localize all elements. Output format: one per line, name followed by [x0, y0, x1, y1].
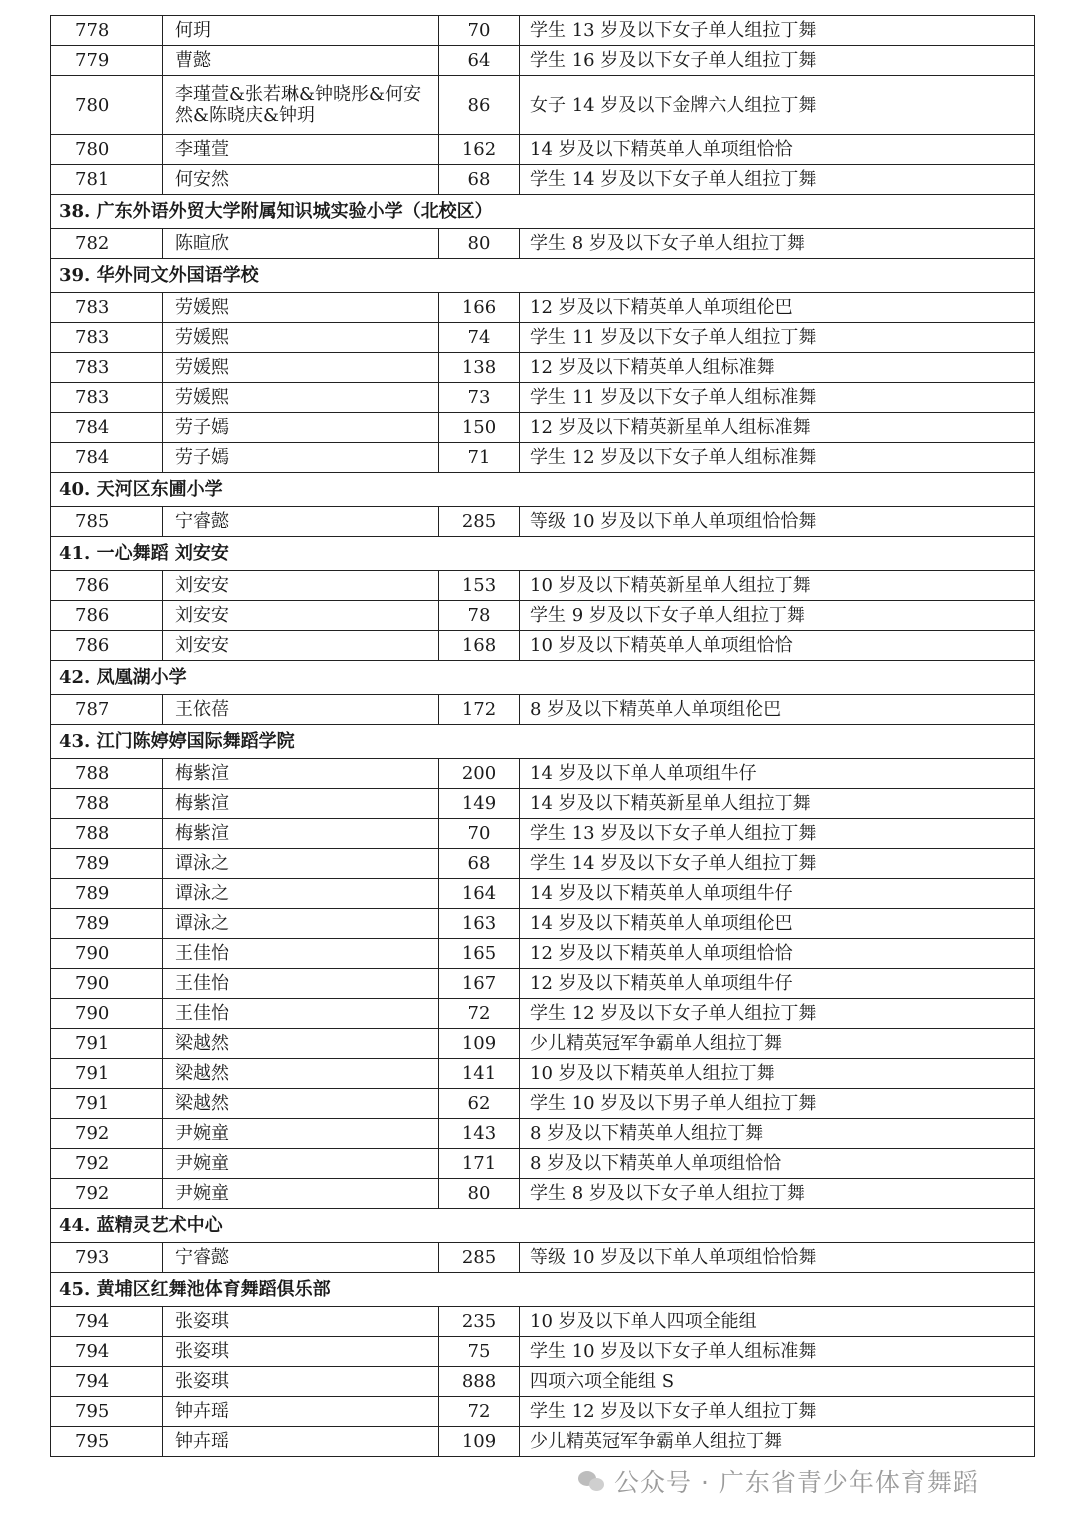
event-name: 14 岁及以下精英单人单项组牛仔: [520, 879, 1035, 909]
score-cell: 72: [439, 999, 520, 1029]
entry-number: 794: [51, 1337, 163, 1367]
entry-number: 792: [51, 1149, 163, 1179]
table-row: [51, 165, 1035, 195]
event-name: 学生 12 岁及以下女子单人组标准舞: [520, 443, 1035, 473]
entry-number: 792: [51, 1179, 163, 1209]
dancer-name: 谭泳之: [163, 909, 439, 939]
score-cell: 172: [439, 695, 520, 725]
score-cell: 70: [439, 819, 520, 849]
entry-number: 790: [51, 999, 163, 1029]
event-name: 学生 14 岁及以下女子单人组拉丁舞: [520, 849, 1035, 879]
score-cell: 138: [439, 353, 520, 383]
table-row: [51, 1427, 1035, 1457]
section-title: 41. 一心舞蹈 刘安安: [51, 537, 1035, 571]
entry-number: 786: [51, 601, 163, 631]
table-row: [51, 507, 1035, 537]
table-row: [51, 229, 1035, 259]
event-name: 12 岁及以下精英单人单项组牛仔: [520, 969, 1035, 999]
score-cell: 165: [439, 939, 520, 969]
entry-number: 786: [51, 571, 163, 601]
entry-number: 791: [51, 1089, 163, 1119]
entry-number: 791: [51, 1059, 163, 1089]
table-row: [51, 571, 1035, 601]
table-row: [51, 1397, 1035, 1427]
score-cell: 141: [439, 1059, 520, 1089]
entry-number: 795: [51, 1397, 163, 1427]
event-name: 学生 13 岁及以下女子单人组拉丁舞: [520, 16, 1035, 46]
score-cell: 168: [439, 631, 520, 661]
score-cell: 109: [439, 1029, 520, 1059]
table-row: [51, 789, 1035, 819]
event-name: 学生 9 岁及以下女子单人组拉丁舞: [520, 601, 1035, 631]
table-row: [51, 849, 1035, 879]
entry-number: 792: [51, 1119, 163, 1149]
section-header-row: [51, 537, 1035, 571]
event-name: 学生 16 岁及以下女子单人组拉丁舞: [520, 46, 1035, 76]
event-name: 等级 10 岁及以下单人单项组恰恰舞: [520, 507, 1035, 537]
dancer-name: 王佳怡: [163, 969, 439, 999]
event-name: 少儿精英冠军争霸单人组拉丁舞: [520, 1029, 1035, 1059]
event-name: 10 岁及以下精英单人单项组恰恰: [520, 631, 1035, 661]
section-title: 42. 凤凰湖小学: [51, 661, 1035, 695]
score-cell: 163: [439, 909, 520, 939]
entry-number: 794: [51, 1307, 163, 1337]
table-row: [51, 16, 1035, 46]
entry-number: 787: [51, 695, 163, 725]
section-header-row: [51, 1273, 1035, 1307]
dancer-name: 梅紫渲: [163, 819, 439, 849]
table-row: [51, 631, 1035, 661]
score-cell: 143: [439, 1119, 520, 1149]
event-name: 12 岁及以下精英新星单人组标准舞: [520, 413, 1035, 443]
entry-number: 789: [51, 849, 163, 879]
table-row: [51, 293, 1035, 323]
section-title: 45. 黄埔区红舞池体育舞蹈俱乐部: [51, 1273, 1035, 1307]
dancer-name: 李瑾萱: [163, 135, 439, 165]
table-row: [51, 135, 1035, 165]
event-name: 少儿精英冠军争霸单人组拉丁舞: [520, 1427, 1035, 1457]
table-row: [51, 879, 1035, 909]
entry-number: 781: [51, 165, 163, 195]
event-name: 12 岁及以下精英单人组标准舞: [520, 353, 1035, 383]
entry-number: 785: [51, 507, 163, 537]
entry-number: 788: [51, 819, 163, 849]
dancer-name: 张姿琪: [163, 1367, 439, 1397]
entry-number: 790: [51, 939, 163, 969]
table-row: [51, 1337, 1035, 1367]
entry-number: 783: [51, 383, 163, 413]
table-row: [51, 383, 1035, 413]
event-name: 14 岁及以下单人单项组牛仔: [520, 759, 1035, 789]
score-cell: 149: [439, 789, 520, 819]
dancer-name: 劳子嫣: [163, 413, 439, 443]
registration-sheet: [50, 15, 1034, 1457]
event-name: 10 岁及以下精英新星单人组拉丁舞: [520, 571, 1035, 601]
registration-table: [50, 15, 1035, 1457]
event-name: 等级 10 岁及以下单人单项组恰恰舞: [520, 1243, 1035, 1273]
event-name: 8 岁及以下精英单人单项组恰恰: [520, 1149, 1035, 1179]
table-row: [51, 1179, 1035, 1209]
table-row: [51, 939, 1035, 969]
entry-number: 793: [51, 1243, 163, 1273]
dancer-name: 何玥: [163, 16, 439, 46]
score-cell: 68: [439, 165, 520, 195]
table-row: [51, 353, 1035, 383]
entry-number: 794: [51, 1367, 163, 1397]
entry-number: 780: [51, 76, 163, 135]
event-name: 学生 11 岁及以下女子单人组标准舞: [520, 383, 1035, 413]
table-row: [51, 1149, 1035, 1179]
table-row: [51, 413, 1035, 443]
event-name: 女子 14 岁及以下金牌六人组拉丁舞: [520, 76, 1035, 135]
score-cell: 164: [439, 879, 520, 909]
score-cell: 86: [439, 76, 520, 135]
dancer-name: 张姿琪: [163, 1337, 439, 1367]
score-cell: 62: [439, 1089, 520, 1119]
table-row: [51, 601, 1035, 631]
score-cell: 70: [439, 16, 520, 46]
event-name: 12 岁及以下精英单人单项组恰恰: [520, 939, 1035, 969]
section-title: 43. 江门陈婷婷国际舞蹈学院: [51, 725, 1035, 759]
dancer-name: 王佳怡: [163, 999, 439, 1029]
dancer-name: 劳媛熙: [163, 383, 439, 413]
dancer-name: 何安然: [163, 165, 439, 195]
entry-number: 790: [51, 969, 163, 999]
dancer-name: 谭泳之: [163, 849, 439, 879]
table-row: [51, 909, 1035, 939]
score-cell: 162: [439, 135, 520, 165]
entry-number: 783: [51, 323, 163, 353]
watermark: [578, 1463, 979, 1499]
table-row: [51, 1367, 1035, 1397]
table-row: [51, 695, 1035, 725]
dancer-name: 梅紫渲: [163, 789, 439, 819]
event-name: 8 岁及以下精英单人组拉丁舞: [520, 1119, 1035, 1149]
event-name: 学生 13 岁及以下女子单人组拉丁舞: [520, 819, 1035, 849]
table-row: [51, 46, 1035, 76]
dancer-name: 劳媛熙: [163, 293, 439, 323]
section-header-row: [51, 473, 1035, 507]
dancer-name: 梁越然: [163, 1029, 439, 1059]
entry-number: 784: [51, 413, 163, 443]
dancer-name: 梁越然: [163, 1089, 439, 1119]
section-title: 38. 广东外语外贸大学附属知识城实验小学（北校区）: [51, 195, 1035, 229]
dancer-name: 钟卉瑶: [163, 1397, 439, 1427]
table-row: [51, 76, 1035, 135]
dancer-name: 劳子嫣: [163, 443, 439, 473]
event-name: 学生 12 岁及以下女子单人组拉丁舞: [520, 1397, 1035, 1427]
table-row: [51, 969, 1035, 999]
watermark-text: 公众号 · 广东省青少年体育舞蹈: [614, 1468, 979, 1497]
section-title: 40. 天河区东圃小学: [51, 473, 1035, 507]
event-name: 学生 10 岁及以下男子单人组拉丁舞: [520, 1089, 1035, 1119]
event-name: 10 岁及以下精英单人组拉丁舞: [520, 1059, 1035, 1089]
entry-number: 784: [51, 443, 163, 473]
score-cell: 285: [439, 1243, 520, 1273]
wechat-icon: [578, 1469, 606, 1493]
table-row: [51, 1307, 1035, 1337]
dancer-name: 宁睿懿: [163, 1243, 439, 1273]
event-name: 12 岁及以下精英单人单项组伦巴: [520, 293, 1035, 323]
score-cell: 150: [439, 413, 520, 443]
dancer-name: 宁睿懿: [163, 507, 439, 537]
score-cell: 235: [439, 1307, 520, 1337]
dancer-name: 王依蓓: [163, 695, 439, 725]
score-cell: 73: [439, 383, 520, 413]
event-name: 14 岁及以下精英单人单项组恰恰: [520, 135, 1035, 165]
table-row: [51, 443, 1035, 473]
entry-number: 783: [51, 293, 163, 323]
entry-number: 786: [51, 631, 163, 661]
dancer-name: 梁越然: [163, 1059, 439, 1089]
score-cell: 200: [439, 759, 520, 789]
event-name: 学生 8 岁及以下女子单人组拉丁舞: [520, 1179, 1035, 1209]
dancer-name: 陈暄欣: [163, 229, 439, 259]
entry-number: 789: [51, 909, 163, 939]
score-cell: 80: [439, 1179, 520, 1209]
event-name: 学生 12 岁及以下女子单人组拉丁舞: [520, 999, 1035, 1029]
score-cell: 71: [439, 443, 520, 473]
table-row: [51, 999, 1035, 1029]
table-row: [51, 1119, 1035, 1149]
entry-number: 789: [51, 879, 163, 909]
event-name: 学生 11 岁及以下女子单人组拉丁舞: [520, 323, 1035, 353]
dancer-name: 钟卉瑶: [163, 1427, 439, 1457]
section-header-row: [51, 259, 1035, 293]
score-cell: 167: [439, 969, 520, 999]
dancer-name: 曹懿: [163, 46, 439, 76]
table-row: [51, 1059, 1035, 1089]
dancer-name: 尹婉童: [163, 1119, 439, 1149]
entry-number: 788: [51, 759, 163, 789]
score-cell: 74: [439, 323, 520, 353]
table-row: [51, 1089, 1035, 1119]
table-row: [51, 323, 1035, 353]
dancer-name: 刘安安: [163, 601, 439, 631]
section-header-row: [51, 725, 1035, 759]
dancer-name: 王佳怡: [163, 939, 439, 969]
entry-number: 778: [51, 16, 163, 46]
score-cell: 64: [439, 46, 520, 76]
event-name: 学生 14 岁及以下女子单人组拉丁舞: [520, 165, 1035, 195]
score-cell: 888: [439, 1367, 520, 1397]
dancer-name: 谭泳之: [163, 879, 439, 909]
dancer-name: 刘安安: [163, 631, 439, 661]
entry-number: 795: [51, 1427, 163, 1457]
score-cell: 68: [439, 849, 520, 879]
entry-number: 782: [51, 229, 163, 259]
table-body: [51, 16, 1035, 1457]
entry-number: 779: [51, 46, 163, 76]
event-name: 8 岁及以下精英单人单项组伦巴: [520, 695, 1035, 725]
score-cell: 171: [439, 1149, 520, 1179]
event-name: 学生 10 岁及以下女子单人组标准舞: [520, 1337, 1035, 1367]
score-cell: 80: [439, 229, 520, 259]
score-cell: 166: [439, 293, 520, 323]
entry-number: 783: [51, 353, 163, 383]
score-cell: 153: [439, 571, 520, 601]
dancer-name: 梅紫渲: [163, 759, 439, 789]
table-row: [51, 819, 1035, 849]
score-cell: 72: [439, 1397, 520, 1427]
dancer-name: 刘安安: [163, 571, 439, 601]
event-name: 学生 8 岁及以下女子单人组拉丁舞: [520, 229, 1035, 259]
section-header-row: [51, 1209, 1035, 1243]
dancer-name: 李瑾萱&张若琳&钟晓彤&何安然&陈晓庆&钟玥: [163, 76, 439, 135]
score-cell: 78: [439, 601, 520, 631]
entry-number: 791: [51, 1029, 163, 1059]
section-title: 44. 蓝精灵艺术中心: [51, 1209, 1035, 1243]
dancer-name: 张姿琪: [163, 1307, 439, 1337]
entry-number: 780: [51, 135, 163, 165]
score-cell: 109: [439, 1427, 520, 1457]
event-name: 14 岁及以下精英单人单项组伦巴: [520, 909, 1035, 939]
table-row: [51, 1243, 1035, 1273]
entry-number: 788: [51, 789, 163, 819]
table-row: [51, 1029, 1035, 1059]
section-header-row: [51, 195, 1035, 229]
dancer-name: 尹婉童: [163, 1179, 439, 1209]
dancer-name: 劳媛熙: [163, 353, 439, 383]
dancer-name: 劳媛熙: [163, 323, 439, 353]
event-name: 10 岁及以下单人四项全能组: [520, 1307, 1035, 1337]
section-header-row: [51, 661, 1035, 695]
event-name: 14 岁及以下精英新星单人组拉丁舞: [520, 789, 1035, 819]
section-title: 39. 华外同文外国语学校: [51, 259, 1035, 293]
score-cell: 285: [439, 507, 520, 537]
score-cell: 75: [439, 1337, 520, 1367]
table-row: [51, 759, 1035, 789]
event-name: 四项六项全能组 S: [520, 1367, 1035, 1397]
dancer-name: 尹婉童: [163, 1149, 439, 1179]
